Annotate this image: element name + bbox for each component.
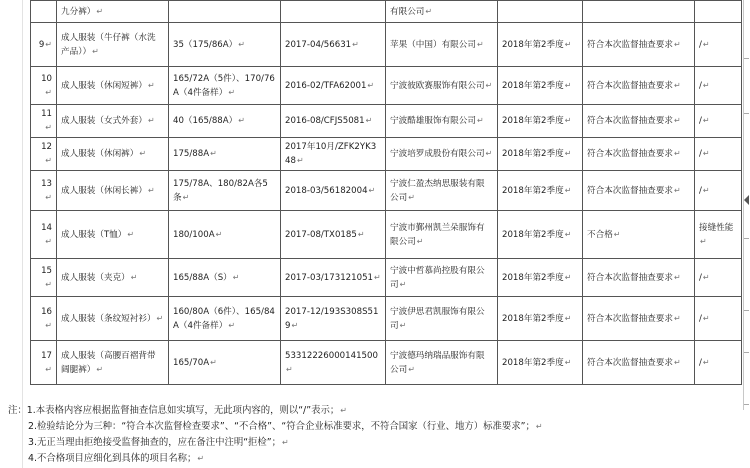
cell-product: 成人服装（夹克）	[61, 272, 130, 283]
cell-spec: 175/88A	[173, 149, 210, 159]
paragraph-mark: ↵	[238, 116, 245, 125]
paragraph-mark: ↵	[408, 192, 415, 202]
paragraph-mark: ↵	[673, 80, 681, 90]
paragraph-mark: ↵	[45, 236, 52, 246]
cell-no: 16	[41, 306, 52, 317]
paragraph-mark: ↵	[564, 80, 572, 90]
cell-product: 成人服装（T恤）	[61, 229, 127, 240]
cell-batch: 2016-02/TFA62001	[285, 80, 367, 91]
cell-product: 成人服装（高腰百褶背带阔腿裤）	[61, 350, 156, 375]
paragraph-mark: ↵	[673, 357, 681, 367]
cell-product: 成人服装（条纹短衬衫）	[61, 313, 156, 324]
cell-item: /	[699, 357, 702, 368]
cell-item: /	[699, 313, 702, 324]
cell-result: 符合本次监督抽查要求	[587, 313, 673, 324]
cell-batch: 2017-03/173121051	[285, 272, 374, 283]
cell-company: 宁波市鄞州凯兰朵服饰有限公司	[390, 222, 485, 247]
cell-result: 符合本次监督抽查要求	[587, 272, 673, 283]
cell-quarter: 2018年第2季度	[502, 149, 564, 159]
paragraph-mark: ↵	[228, 87, 236, 97]
table-row	[31, 297, 742, 341]
paragraph-mark: ↵	[147, 185, 155, 195]
paragraph-mark: ↵	[210, 149, 217, 158]
paragraph-mark: ↵	[673, 149, 681, 158]
paragraph-mark: ↵	[147, 116, 155, 125]
paragraph-mark: ↵	[232, 272, 240, 282]
cell-company: 宁波培罗成股份有限公司	[390, 149, 485, 159]
cell-product: 成人服装（休闲裤）	[61, 149, 139, 159]
note-line-3: 3.无正当理由拒绝接受监督抽查的，应在备注中注明“拒检”；↵	[28, 437, 289, 448]
paragraph-mark: ↵	[130, 272, 138, 282]
cell-item: /	[699, 39, 702, 50]
cell-product: 成人服装（休闲短裤）	[61, 80, 147, 91]
cell-no: 10	[41, 73, 52, 84]
table-row	[31, 341, 742, 385]
paragraph-mark: ↵	[564, 272, 572, 282]
paragraph-mark: ↵	[291, 320, 299, 330]
paragraph-mark: ↵	[147, 80, 155, 90]
cell-product: 成人服装（女式外套）	[61, 116, 147, 126]
paragraph-mark: ↵	[96, 364, 104, 374]
paragraph-mark: ↵	[368, 185, 376, 195]
cell-no: 15	[41, 265, 52, 276]
paragraph-mark: ↵	[127, 229, 135, 239]
ruler-tick	[744, 238, 749, 239]
cell-product: 九分裤）	[61, 6, 96, 17]
cell-batch: 53312226000141500	[285, 350, 378, 361]
paragraph-mark: ↵	[702, 116, 710, 125]
right-margin-guide	[743, 0, 744, 410]
paragraph-mark: ↵	[673, 116, 681, 125]
paragraph-mark: ↵	[564, 185, 572, 195]
paragraph-mark: ↵	[564, 229, 572, 239]
paragraph-mark: ↵	[673, 272, 681, 282]
cell-quarter: 2018年第2季度	[502, 116, 564, 126]
cell-company: 宁波彼欧赛服饰有限公司	[390, 80, 485, 91]
cell-no: 9	[38, 39, 45, 50]
cell-result: 符合本次监督抽查要求	[587, 149, 673, 159]
paragraph-mark: ↵	[228, 320, 236, 330]
paragraph-mark: ↵	[408, 364, 415, 374]
cell-result: 不合格	[587, 229, 613, 240]
paragraph-mark: ↵	[613, 229, 621, 239]
paragraph-mark: ↵	[374, 272, 381, 282]
cell-result: 符合本次监督抽查要求	[587, 80, 673, 91]
paragraph-mark: ↵	[45, 39, 52, 49]
cell-product: 成人服装（休闲长裤）	[61, 185, 147, 196]
paragraph-mark: ↵	[210, 357, 217, 367]
paragraph-mark: ↵	[564, 357, 572, 367]
cell-quarter: 2018年第2季度	[502, 229, 564, 240]
paragraph-mark: ↵	[365, 116, 373, 125]
left-margin-guide	[22, 0, 23, 468]
cell-batch: 2017年10月/ZFK2YK348	[285, 142, 377, 166]
table-row	[31, 105, 742, 138]
paragraph-mark: ↵	[399, 320, 407, 330]
paragraph-mark: ↵	[702, 357, 710, 367]
paragraph-mark: ↵	[92, 46, 99, 56]
cell-product: 成人服装（牛仔裤（水洗产品））	[61, 32, 156, 57]
cell-quarter: 2018年第2季度	[502, 357, 564, 368]
table-row: 九分裤）↵ 有限公司↵	[31, 1, 742, 23]
table-row	[31, 211, 742, 259]
inspection-table	[30, 0, 742, 385]
paragraph-mark: ↵	[352, 39, 359, 49]
note-line-4: 4.不合格项目应细化到具体的项目名称；↵	[28, 453, 205, 464]
cell-company: 宁波伊思君凯服饰有限公司	[390, 306, 485, 331]
cell-no: 13	[41, 178, 52, 189]
notes-block	[8, 403, 743, 467]
table-row	[31, 23, 742, 67]
cell-company: 宁波仁盈杰纳思服装有限公司	[390, 178, 485, 203]
cell-quarter: 2018年第2季度	[502, 39, 564, 50]
table-row	[31, 67, 742, 105]
paragraph-mark: ↵	[45, 364, 52, 374]
cell-quarter: 2018年第2季度	[502, 313, 564, 324]
cell-quarter: 2018年第2季度	[502, 272, 564, 283]
cell-company: 有限公司	[390, 6, 425, 17]
paragraph-mark: ↵	[476, 39, 484, 49]
note-line-2: 2.检验结论分为三种：“符合本次监督检查要求”、“不合格”、“符合企业标准要求，不符合国家（行业、地方）标准要求”；↵	[28, 421, 543, 432]
cell-item: /	[699, 185, 702, 196]
cell-item: /	[699, 116, 702, 126]
cell-result: 符合本次监督抽查要求	[587, 116, 673, 126]
paragraph-mark: ↵	[702, 185, 710, 195]
table-row	[31, 259, 742, 297]
paragraph-mark: ↵	[673, 185, 681, 195]
cell-company: 宁波酷雄服饰有限公司	[390, 116, 476, 126]
paragraph-mark: ↵	[139, 149, 147, 158]
paragraph-mark: ↵	[45, 320, 52, 330]
ruler-tick	[744, 352, 749, 353]
table-row	[31, 138, 742, 171]
paragraph-mark: ↵	[367, 80, 375, 90]
paragraph-mark: ↵	[399, 279, 407, 289]
cell-quarter: 2018年第2季度	[502, 80, 564, 91]
note-line-1: 注：1.本表格内容应根据监督抽查信息如实填写，无此项内容的，则以“/”表示；↵	[8, 405, 347, 416]
cell-spec: 165/72A（5件）、170/76A（4件备样）	[173, 73, 275, 98]
cell-company: 宁波中哲慕尚控股有限公司	[390, 265, 485, 290]
paragraph-mark: ↵	[45, 279, 52, 289]
paragraph-mark: ↵	[215, 229, 223, 239]
cell-batch: 2017-12/193S308S519	[285, 306, 379, 331]
ruler-tick	[744, 404, 749, 405]
table-row	[31, 171, 742, 211]
cell-no: 12	[41, 142, 52, 152]
cell-spec: 175/78A、180/82A各5条	[173, 178, 268, 203]
cell-result: 符合本次监督抽查要求	[587, 185, 673, 196]
paragraph-mark: ↵	[45, 156, 52, 165]
table-resize-handle-icon[interactable]	[744, 195, 749, 205]
paragraph-mark: ↵	[45, 192, 52, 202]
paragraph-mark: ↵	[564, 116, 572, 125]
paragraph-mark: ↵	[45, 123, 52, 132]
paragraph-mark: ↵	[564, 39, 572, 49]
cell-batch: 2017-08/TX0185	[285, 229, 357, 240]
cell-item: /	[699, 272, 702, 283]
cell-spec: 40（165/88A）	[173, 116, 238, 126]
paragraph-mark: ↵	[156, 313, 164, 323]
paragraph-mark: ↵	[702, 272, 710, 282]
cell-item: /	[699, 80, 702, 91]
cell-no: 11	[41, 109, 52, 119]
paragraph-mark: ↵	[182, 192, 190, 202]
cell-item: /	[699, 149, 702, 159]
cell-batch: 2018-03/56182004	[285, 185, 368, 196]
cell-batch: 2017-04/56631	[285, 39, 352, 50]
paragraph-mark: ↵	[673, 39, 681, 49]
paragraph-mark: ↵	[702, 39, 710, 49]
cell-spec: 180/100A	[173, 229, 215, 240]
cell-company: 宁波德玛纳瑞品服饰有限公司	[390, 350, 485, 375]
cell-batch: 2016-08/CFJS5081	[285, 116, 365, 126]
ruler-tick	[744, 310, 749, 311]
cell-spec: 35（175/86A）	[173, 39, 238, 50]
paragraph-mark: ↵	[702, 80, 710, 90]
paragraph-mark: ↵	[45, 87, 52, 97]
cell-company: 苹果（中国）有限公司	[390, 39, 476, 50]
paragraph-mark: ↵	[700, 236, 707, 246]
ruler-tick	[744, 58, 749, 59]
paragraph-mark: ↵	[416, 236, 424, 246]
cell-result: 符合本次监督抽查要求	[587, 357, 673, 368]
paragraph-mark: ↵	[485, 80, 493, 90]
ruler-tick	[744, 113, 749, 114]
cell-no: 17	[41, 350, 52, 361]
paragraph-mark: ↵	[564, 313, 572, 323]
paragraph-mark: ↵	[702, 313, 710, 323]
cell-spec: 165/88A（S）	[173, 272, 232, 283]
paragraph-mark: ↵	[296, 156, 304, 165]
cell-result: 符合本次监督抽查要求	[587, 39, 673, 50]
paragraph-mark: ↵	[286, 364, 293, 374]
cell-no: 14	[41, 222, 52, 233]
paragraph-mark: ↵	[673, 313, 681, 323]
paragraph-mark: ↵	[702, 149, 710, 158]
paragraph-mark: ↵	[357, 229, 365, 239]
cell-spec: 160/80A（6件）、165/84A（4件备样）	[173, 306, 275, 331]
paragraph-mark: ↵	[564, 149, 572, 158]
paragraph-mark: ↵	[238, 39, 245, 49]
cell-quarter: 2018年第2季度	[502, 185, 564, 196]
paragraph-mark: ↵	[485, 149, 493, 158]
paragraph-mark: ↵	[476, 116, 484, 125]
cell-spec: 165/70A	[173, 357, 210, 368]
cell-item: 接缝性能	[699, 222, 734, 233]
